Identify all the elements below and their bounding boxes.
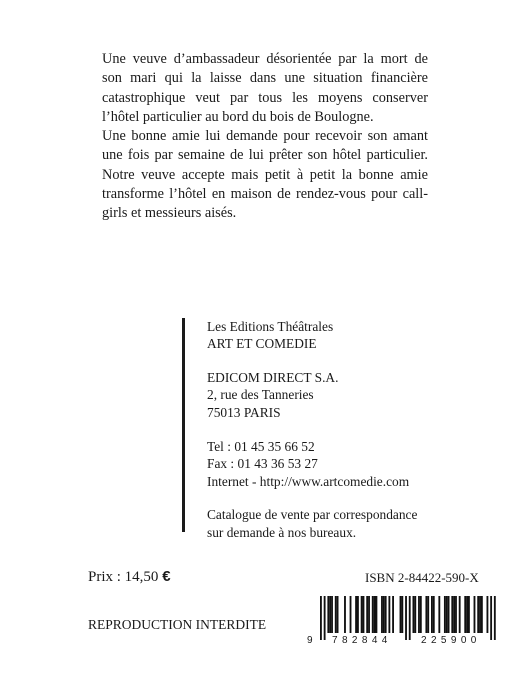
barcode-bar	[466, 596, 468, 633]
barcode-bar	[355, 596, 357, 633]
euro-symbol: €	[162, 568, 171, 585]
barcode-bar	[366, 596, 368, 633]
catalogue-note: Catalogue de vente par correspondance	[207, 507, 418, 523]
barcode-bar	[479, 596, 481, 633]
barcode-bar	[477, 596, 479, 633]
barcode-bar	[374, 596, 376, 633]
barcode-bar	[433, 596, 435, 633]
barcode-bar	[409, 596, 411, 640]
barcode-bar	[427, 596, 429, 633]
fax: Fax : 01 43 36 53 27	[207, 456, 318, 472]
barcode-bar	[337, 596, 339, 633]
barcode-digits-left: 782844	[332, 635, 392, 646]
barcode-bar	[455, 596, 457, 633]
blurb-paragraph: Une veuve d’ambassadeur désorientée par la mort de son mari qui la laisse dans une situation financière catastrophique veut par tous les moyens conserver l’hôtel particulier au bord du bois de Boulogne.	[102, 51, 428, 125]
barcode-bar	[451, 596, 453, 633]
barcode-bar	[405, 596, 407, 640]
website: Internet - http://www.artcomedie.com	[207, 473, 410, 489]
barcode-bar	[453, 596, 455, 633]
barcode-bar	[420, 596, 422, 633]
barcode-bar	[361, 596, 363, 633]
distributor-name: EDICOM DIRECT S.A.	[207, 369, 339, 385]
barcode-bar	[438, 596, 440, 633]
barcode-bar	[392, 596, 394, 633]
price	[88, 568, 171, 586]
address-city: 75013 PARIS	[207, 404, 281, 420]
barcode-bar	[468, 596, 470, 633]
barcode-bar	[357, 596, 359, 633]
barcode-bar	[376, 596, 378, 633]
barcode-bar	[372, 596, 374, 633]
barcode-bar	[487, 596, 489, 633]
barcode-bar	[464, 596, 466, 633]
barcode-bar	[363, 596, 365, 633]
barcode-bar	[327, 596, 329, 633]
barcode-bar	[335, 596, 337, 633]
blurb-paragraph: Une bonne amie lui demande pour recevoir son amant une fois par semaine de lui prêter son hôtel particulier. Notre veuve accepte mais petit à petit la bonne amie transforme l’hôtel en maison de rendez-vous pour call-girls et messieurs aisés.	[102, 128, 428, 222]
barcode-bar	[329, 596, 331, 633]
barcode-bar	[448, 596, 450, 633]
barcode-bar	[385, 596, 387, 633]
barcode-bar	[388, 596, 390, 633]
publisher-info-block	[182, 318, 418, 540]
barcode-bar	[481, 596, 483, 633]
price-label: Prix : 14,50	[88, 569, 159, 585]
barcode-bar	[350, 596, 352, 633]
publisher-name: Les Editions Théâtrales	[207, 319, 334, 334]
barcode-bar	[459, 596, 461, 633]
telephone: Tel : 01 45 35 66 52	[207, 439, 315, 455]
barcode-digits-right: 225900	[421, 635, 481, 646]
barcode-bar	[446, 596, 448, 633]
barcode-bar	[444, 596, 446, 633]
barcode	[304, 596, 514, 646]
barcode-bar	[401, 596, 403, 633]
barcode-bars	[320, 596, 496, 640]
barcode-bar	[413, 596, 415, 633]
barcode-bar	[320, 596, 322, 640]
barcode-bar	[400, 596, 402, 633]
barcode-bar	[383, 596, 385, 633]
barcode-bar	[344, 596, 346, 633]
back-cover-blurb	[102, 50, 428, 224]
barcode-bar	[414, 596, 416, 633]
reproduction-notice: REPRODUCTION INTERDITE	[88, 617, 267, 632]
barcode-bar	[324, 596, 326, 640]
barcode-bar	[494, 596, 496, 640]
barcode-bar	[331, 596, 333, 633]
barcode-bar	[431, 596, 433, 633]
isbn: ISBN 2-84422-590-X	[365, 570, 479, 585]
barcode-digit-first: 9	[307, 635, 313, 646]
barcode-bar	[368, 596, 370, 633]
barcode-bar	[474, 596, 476, 633]
barcode-bar	[425, 596, 427, 633]
barcode-bar	[490, 596, 492, 640]
catalogue-note: sur demande à nos bureaux.	[207, 524, 357, 540]
barcode-bar	[381, 596, 383, 633]
address-street: 2, rue des Tanneries	[207, 387, 314, 403]
barcode-bar	[418, 596, 420, 633]
publisher-collection: ART ET COMEDIE	[207, 336, 317, 352]
